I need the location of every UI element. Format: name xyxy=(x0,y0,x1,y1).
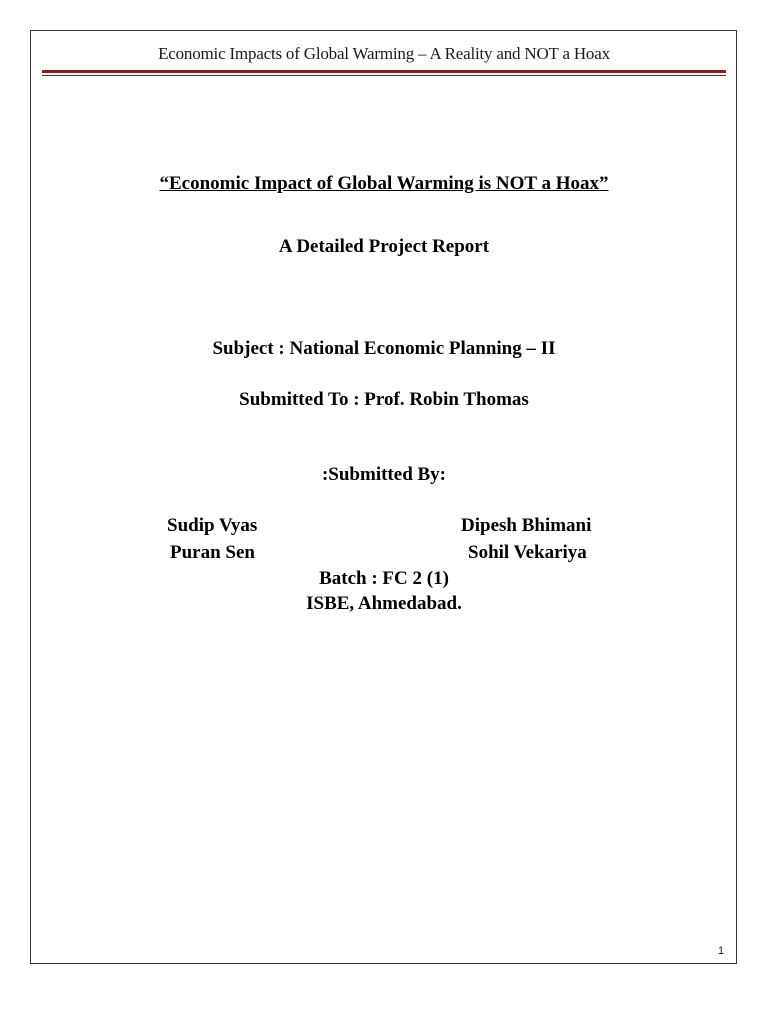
page-border xyxy=(30,30,737,964)
author-name: Dipesh Bhimani xyxy=(461,515,592,536)
page-number: 1 xyxy=(718,945,725,957)
report-subtitle: A Detailed Project Report xyxy=(278,236,490,257)
batch-line: Batch : FC 2 (1) xyxy=(319,568,449,589)
author-name: Sohil Vekariya xyxy=(468,542,587,563)
submitted-by-label: :Submitted By: xyxy=(321,464,447,485)
author-name: Puran Sen xyxy=(170,542,255,563)
institute-line: ISBE, Ahmedabad. xyxy=(306,593,462,614)
subject-line: Subject : National Economic Planning – II xyxy=(212,338,556,359)
author-name: Sudip Vyas xyxy=(167,515,258,536)
header-rule-thick xyxy=(42,70,726,73)
header-rule-thin xyxy=(42,75,726,76)
report-title: “Economic Impact of Global Warming is NOT a Hoax” xyxy=(159,173,609,194)
submitted-to-line: Submitted To : Prof. Robin Thomas xyxy=(239,389,529,410)
running-header: Economic Impacts of Global Warming – A Reality and NOT a Hoax xyxy=(158,44,610,63)
